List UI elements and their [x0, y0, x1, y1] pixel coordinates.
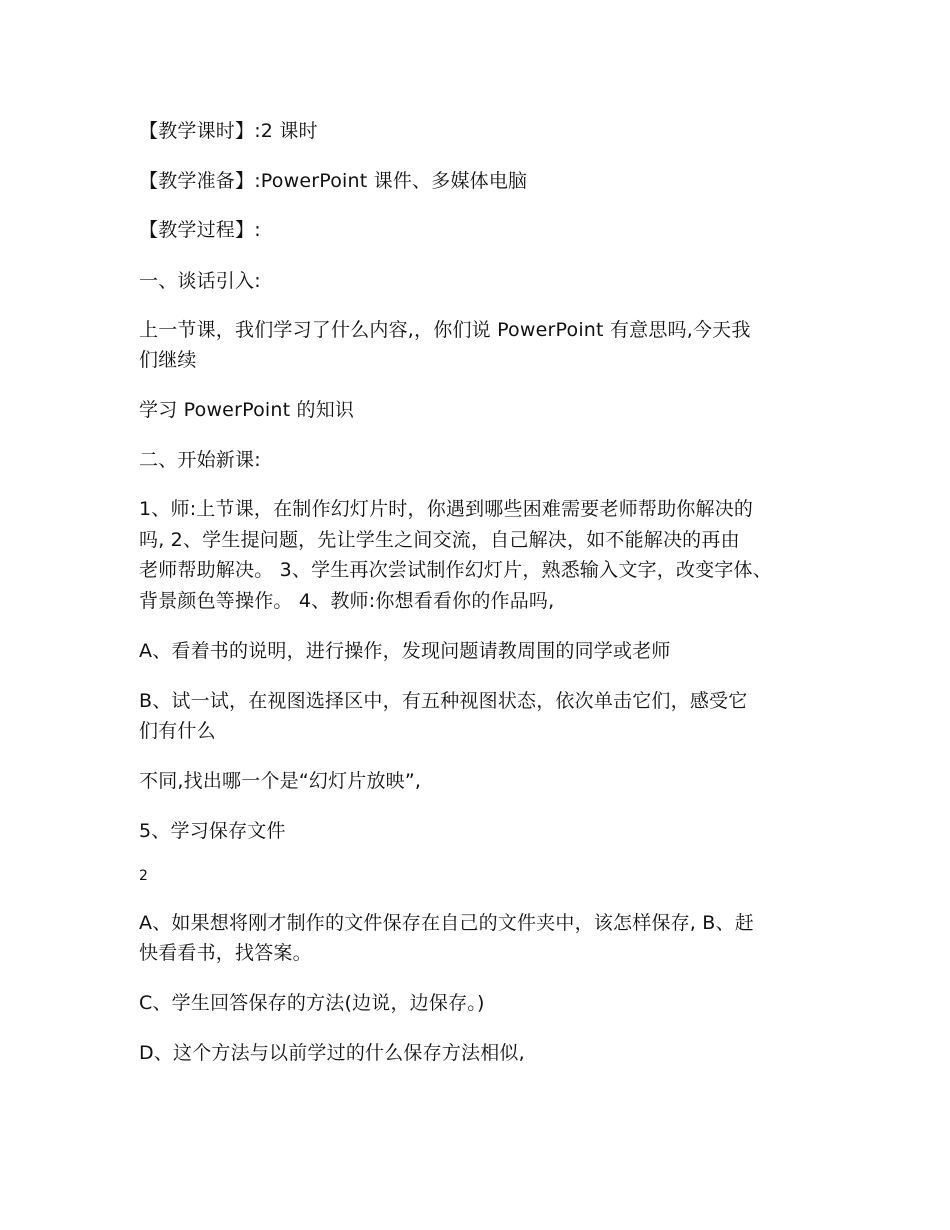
section-two-heading: 二、开始新课:: [139, 449, 261, 471]
paragraph-line: 快看看书，找答案。: [139, 942, 312, 964]
paragraph-line: 学习 PowerPoint 的知识: [139, 399, 355, 421]
paragraph-line: 不同,找出哪一个是“幻灯片放映”,: [139, 770, 422, 792]
lesson-hours-line: 【教学课时】:2 课时: [139, 120, 318, 142]
paragraph-line: 背景颜色等操作。 4、教师:你想看看你的作品吗,: [139, 590, 555, 612]
page-number: 2: [139, 868, 148, 884]
teaching-preparation-line: 【教学准备】:PowerPoint 课件、多媒体电脑: [139, 170, 528, 192]
paragraph-line: 们有什么: [139, 720, 216, 742]
paragraph-line: 老师帮助解决。 3、学生再次尝试制作幻灯片，熟悉输入文字，改变字体、: [139, 559, 772, 581]
paragraph-line: 们继续: [139, 349, 197, 371]
paragraph-line: 吗, 2、学生提问题，先让学生之间交流，自己解决，如不能解决的再由: [139, 529, 740, 551]
paragraph-line: A、如果想将刚才制作的文件保存在自己的文件夹中，该怎样保存, B、赶: [139, 912, 754, 934]
paragraph-line: 1、师:上节课，在制作幻灯片时，你遇到哪些困难需要老师帮助你解决的: [139, 498, 754, 520]
paragraph-line: 上一节课，我们学习了什么内容,，你们说 PowerPoint 有意思吗,今天我: [139, 319, 751, 341]
paragraph-line: C、学生回答保存的方法(边说，边保存。): [139, 992, 485, 1014]
paragraph-line: B、试一试，在视图选择区中，有五种视图状态，依次单击它们，感受它: [139, 690, 748, 712]
paragraph-line: 5、学习保存文件: [139, 820, 286, 842]
paragraph-line: A、看着书的说明，进行操作，发现问题请教周围的同学或老师: [139, 640, 671, 662]
teaching-process-heading: 【教学过程】:: [139, 219, 261, 241]
paragraph-line: D、这个方法与以前学过的什么保存方法相似,: [139, 1042, 525, 1064]
section-one-heading: 一、谈话引入:: [139, 270, 261, 292]
